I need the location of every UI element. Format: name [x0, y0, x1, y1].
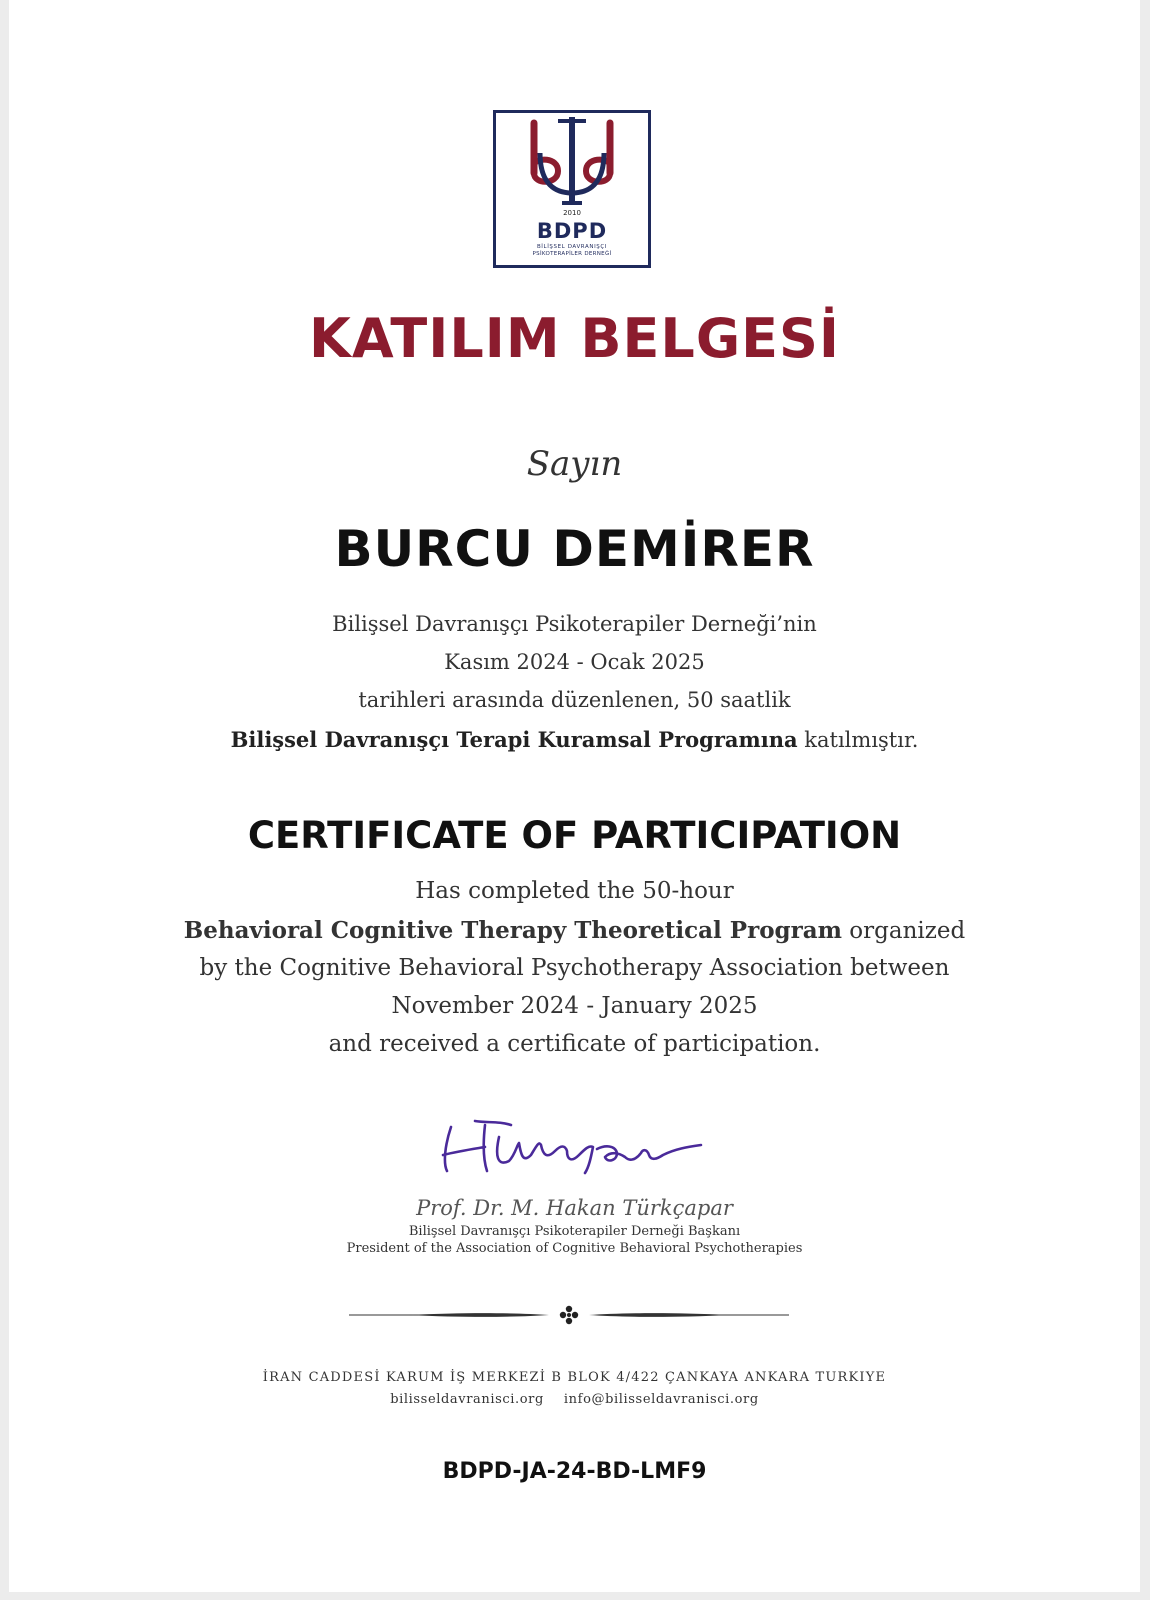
- english-line-2-rest: organized: [841, 918, 966, 944]
- english-line-2: [9, 917, 1140, 944]
- logo-name-line1: BİLİŞSEL DAVRANIŞÇI: [536, 244, 608, 250]
- english-line-4: November 2024 - January 2025: [391, 993, 758, 1019]
- turkish-line-4: [9, 727, 1140, 752]
- turkish-line-2: Kasım 2024 - Ocak 2025: [444, 650, 705, 674]
- association-logo: [493, 110, 651, 268]
- turkish-line-1: Bilişsel Davranışçı Psikoterapiler Derneği’nin: [332, 612, 817, 636]
- ornamental-divider: [349, 1300, 789, 1330]
- logo-year: 2010: [563, 209, 581, 217]
- english-line-3: by the Cognitive Behavioral Psychotherapy Association between: [199, 955, 950, 981]
- program-name-turkish: Bilişsel Davranışçı Terapi Kuramsal Programına: [230, 727, 798, 752]
- title-turkish: KATILIM BELGESİ: [308, 307, 841, 370]
- signatory-role-turkish: Bilişsel Davranışçı Psikoterapiler Derneği Başkanı: [408, 1224, 741, 1239]
- footer-address: İRAN CADDESİ KARUM İŞ MERKEZİ B BLOK 4/422 ÇANKAYA ANKARA TURKIYE: [262, 1370, 887, 1385]
- turkish-line-3: tarihleri arasında düzenlenen, 50 saatlik: [358, 688, 791, 712]
- logo-abbreviation: BDPD: [536, 219, 608, 243]
- footer-website: bilisseldavranisci.org: [390, 1392, 544, 1407]
- certificate-page: [9, 0, 1140, 1592]
- handwritten-signature: [439, 1115, 709, 1185]
- logo-name-line2: PSİKOTERAPİLER DERNEĞİ: [532, 251, 612, 257]
- title-english: CERTIFICATE OF PARTICIPATION: [247, 814, 902, 857]
- program-name-english: Behavioral Cognitive Therapy Theoretical Program: [183, 917, 842, 944]
- english-line-1: Has completed the 50-hour: [415, 878, 734, 904]
- salutation: Sayın: [526, 444, 623, 484]
- certificate-code: BDPD-JA-24-BD-LMF9: [442, 1459, 707, 1484]
- recipient-name: BURCU DEMİRER: [334, 520, 815, 578]
- english-line-5: and received a certificate of participation.: [328, 1031, 821, 1057]
- signatory-name: Prof. Dr. M. Hakan Türkçapar: [416, 1196, 733, 1220]
- footer-email: info@bilisseldavranisci.org: [563, 1392, 759, 1407]
- footer-contact: [9, 1392, 1140, 1407]
- turkish-line-4-rest: katılmıştır.: [797, 728, 919, 752]
- signatory-role-english: President of the Association of Cognitive Behavioral Psychotherapies: [346, 1241, 803, 1256]
